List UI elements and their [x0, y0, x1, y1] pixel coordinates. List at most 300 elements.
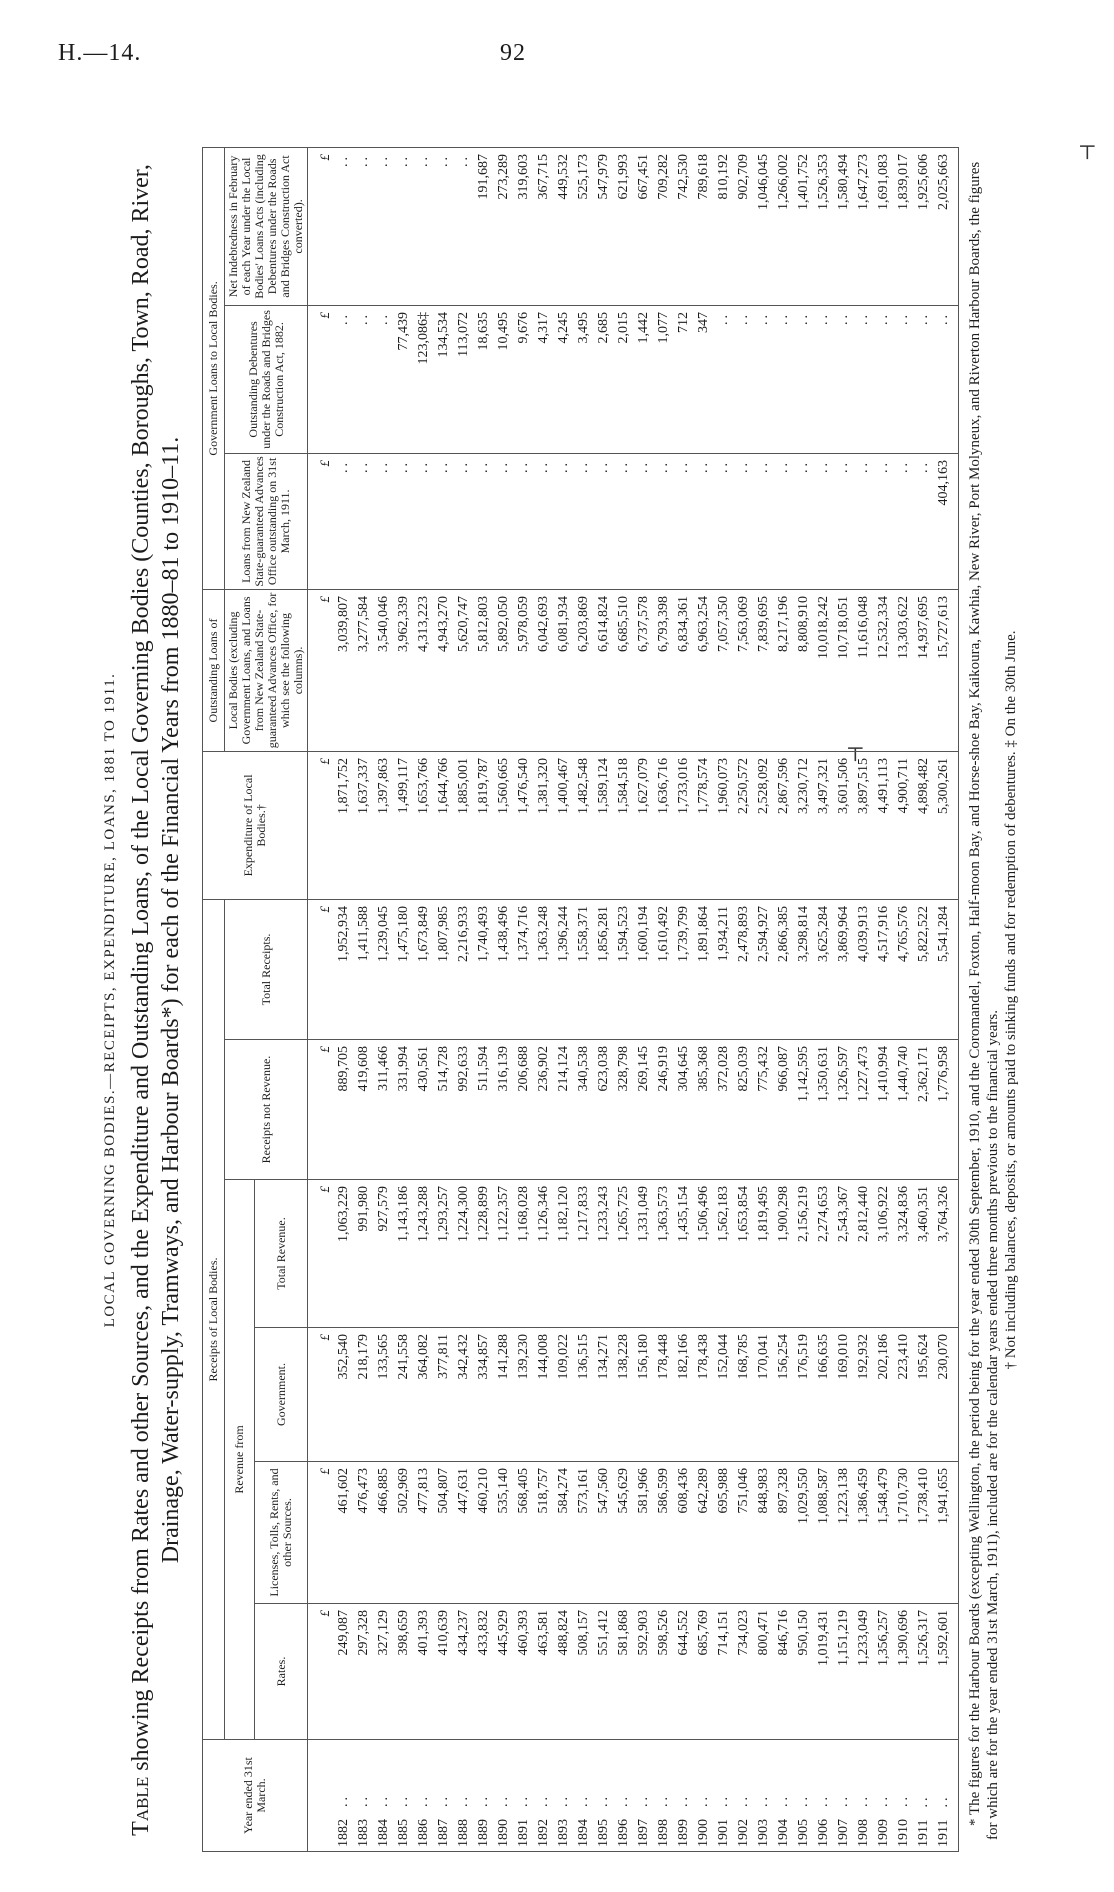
- year-label: 1893: [556, 1819, 571, 1847]
- cell-not-revenue: 385,368: [694, 1040, 714, 1180]
- cell-total-revenue: 3,106,922: [874, 1180, 894, 1328]
- cell-rates: 1,526,317: [914, 1604, 934, 1740]
- cell-year: [554, 1740, 574, 1852]
- year-label: 1882: [336, 1819, 351, 1847]
- cell-not-revenue: 206,688: [514, 1040, 534, 1180]
- leader-dots: ..: [336, 1794, 351, 1807]
- cell-government: 364,082: [414, 1328, 434, 1462]
- cell-expenditure: 3,230,712: [794, 751, 814, 899]
- cell-rates: 1,356,257: [874, 1604, 894, 1740]
- cell-government: 352,540: [334, 1328, 354, 1462]
- cell-outstanding: 5,978,059: [514, 589, 534, 751]
- cell-licenses: 502,969: [394, 1462, 414, 1604]
- cell-government: 139,230: [514, 1328, 534, 1462]
- col-total-receipts: Total Receipts.: [225, 899, 308, 1039]
- cell-total-receipts: 2,478,893: [734, 899, 754, 1039]
- cell-advances: ..: [854, 453, 874, 589]
- cell-expenditure: 4,898,482: [914, 751, 934, 899]
- cell-total-receipts: 1,363,248: [534, 899, 554, 1039]
- cell-year: [674, 1740, 694, 1852]
- leader-dots: ..: [536, 1794, 551, 1807]
- col-licenses: Licenses, Tolls, Rents, and other Sources.: [255, 1462, 308, 1604]
- cell-rates: 592,903: [634, 1604, 654, 1740]
- cell-net-indebtedness: ..: [434, 147, 454, 305]
- table-row: [574, 147, 594, 1851]
- cell-outstanding: 3,039,807: [334, 589, 354, 751]
- cell-outstanding: 14,937,695: [914, 589, 934, 751]
- cell-net-indebtedness: 709,282: [654, 147, 674, 305]
- cell-licenses: 447,631: [454, 1462, 474, 1604]
- cell-debentures: ..: [734, 305, 754, 453]
- cell-rates: 401,393: [414, 1604, 434, 1740]
- cell-total-receipts: 1,891,864: [694, 899, 714, 1039]
- cell-total-receipts: 3,298,814: [794, 899, 814, 1039]
- cell-outstanding: 7,839,695: [754, 589, 774, 751]
- group-revenue-from: Revenue from: [225, 1180, 255, 1740]
- cell-year: [654, 1740, 674, 1852]
- cell-total-receipts: 1,739,799: [674, 899, 694, 1039]
- leader-dots: ..: [476, 1794, 491, 1807]
- cell-advances: ..: [914, 453, 934, 589]
- page-number: 92: [500, 40, 526, 66]
- cell-advances: ..: [414, 453, 434, 589]
- cell-total-receipts: 1,411,588: [354, 899, 374, 1039]
- cell-net-indebtedness: 2,025,663: [934, 147, 959, 305]
- cell-net-indebtedness: 810,192: [714, 147, 734, 305]
- cell-year: [594, 1740, 614, 1852]
- cell-total-revenue: 1,063,229: [334, 1180, 354, 1328]
- leader-dots: ..: [716, 1794, 731, 1807]
- cell-advances: ..: [734, 453, 754, 589]
- table-row: [774, 147, 794, 1851]
- cell-total-receipts: 1,673,849: [414, 899, 434, 1039]
- cell-net-indebtedness: 1,691,083: [874, 147, 894, 305]
- cell-debentures: ..: [854, 305, 874, 453]
- col-advances-office: Loans from New Zealand State-guaranteed Advances Office outstanding on 31st March, 1911.: [225, 453, 308, 589]
- unit-cell: £: [308, 751, 335, 899]
- cell-outstanding: 5,812,803: [474, 589, 494, 751]
- cell-licenses: 461,602: [334, 1462, 354, 1604]
- table-row: [734, 147, 754, 1851]
- cell-outstanding: 5,620,747: [454, 589, 474, 751]
- cell-advances: ..: [494, 453, 514, 589]
- cell-licenses: 1,088,587: [814, 1462, 834, 1604]
- unit-cell: £: [308, 1604, 335, 1740]
- cell-rates: 685,769: [694, 1604, 714, 1740]
- cell-debentures: ..: [754, 305, 774, 453]
- cell-total-receipts: 1,396,244: [554, 899, 574, 1039]
- cell-government: 176,519: [794, 1328, 814, 1462]
- cell-rates: 800,471: [754, 1604, 774, 1740]
- table-body: [308, 147, 959, 1851]
- col-rates: Rates.: [255, 1604, 308, 1740]
- cell-debentures: ..: [934, 305, 959, 453]
- table-row: [494, 147, 514, 1851]
- cell-licenses: 1,738,410: [914, 1462, 934, 1604]
- year-label: 1909: [876, 1819, 891, 1847]
- leader-dots: ..: [456, 1794, 471, 1807]
- cell-expenditure: 4,900,711: [894, 751, 914, 899]
- cell-net-indebtedness: ..: [454, 147, 474, 305]
- table-row: [334, 147, 354, 1851]
- col-expenditure: Expenditure of Local Bodies.†: [203, 751, 308, 899]
- col-net-indebtedness: Net Indebtedness in February of each Year under the Local Bodies' Loans Acts (including Debentures under the Roads and Bridges Construction Act converted).: [225, 147, 308, 305]
- leader-dots: ..: [416, 1794, 431, 1807]
- cell-net-indebtedness: 621,993: [614, 147, 634, 305]
- cell-not-revenue: 1,142,595: [794, 1040, 814, 1180]
- cell-government: 241,558: [394, 1328, 414, 1462]
- leader-dots: ..: [596, 1794, 611, 1807]
- cell-debentures: ..: [914, 305, 934, 453]
- cell-rates: 1,019,431: [814, 1604, 834, 1740]
- leader-dots: ..: [636, 1794, 651, 1807]
- leader-dots: ..: [756, 1794, 771, 1807]
- cell-total-revenue: 1,168,028: [514, 1180, 534, 1328]
- cell-outstanding: 4,943,270: [434, 589, 454, 751]
- cell-not-revenue: 1,350,631: [814, 1040, 834, 1180]
- cell-total-revenue: 1,224,300: [454, 1180, 474, 1328]
- cell-debentures: ..: [834, 305, 854, 453]
- cell-licenses: 586,599: [654, 1462, 674, 1604]
- cell-not-revenue: 511,594: [474, 1040, 494, 1180]
- cell-year: [414, 1740, 434, 1852]
- cell-government: 138,228: [614, 1328, 634, 1462]
- cell-year: [574, 1740, 594, 1852]
- cell-licenses: 545,629: [614, 1462, 634, 1604]
- cell-total-receipts: 1,594,523: [614, 899, 634, 1039]
- table-row: [674, 147, 694, 1851]
- cell-licenses: 608,436: [674, 1462, 694, 1604]
- year-label: 1895: [596, 1819, 611, 1847]
- cell-total-receipts: 1,438,496: [494, 899, 514, 1039]
- cell-debentures: 1,077: [654, 305, 674, 453]
- year-label: 1904: [776, 1819, 791, 1847]
- cell-net-indebtedness: 367,715: [534, 147, 554, 305]
- leader-dots: ..: [676, 1794, 691, 1807]
- cell-expenditure: 1,627,079: [634, 751, 654, 899]
- cell-licenses: 1,029,550: [794, 1462, 814, 1604]
- cell-total-revenue: 1,243,288: [414, 1180, 434, 1328]
- cell-not-revenue: 623,038: [594, 1040, 614, 1180]
- cell-rates: 433,832: [474, 1604, 494, 1740]
- table-row: [414, 147, 434, 1851]
- cell-government: 166,635: [814, 1328, 834, 1462]
- cell-advances: ..: [554, 453, 574, 589]
- cell-debentures: ..: [714, 305, 734, 453]
- loans-table: [202, 147, 959, 1852]
- cell-rates: 644,552: [674, 1604, 694, 1740]
- table-row: [714, 147, 734, 1851]
- cell-advances: ..: [354, 453, 374, 589]
- cell-outstanding: 6,963,254: [694, 589, 714, 751]
- cell-total-revenue: 1,562,183: [714, 1180, 734, 1328]
- cell-total-receipts: 2,216,933: [454, 899, 474, 1039]
- cell-rates: 734,023: [734, 1604, 754, 1740]
- cell-government: 136,515: [574, 1328, 594, 1462]
- cell-government: 109,022: [554, 1328, 574, 1462]
- cell-advances: ..: [794, 453, 814, 589]
- unit-cell: £: [308, 1462, 335, 1604]
- cell-rates: 398,659: [394, 1604, 414, 1740]
- leader-dots: ..: [616, 1794, 631, 1807]
- cell-not-revenue: 246,919: [654, 1040, 674, 1180]
- cell-year: [734, 1740, 754, 1852]
- cell-rates: 598,526: [654, 1604, 674, 1740]
- super-title: LOCAL GOVERNING BODIES.—RECEIPTS, EXPENDITURE, LOANS, 1881 TO 1911.: [102, 672, 118, 1328]
- cell-year: [894, 1740, 914, 1852]
- cell-debentures: ..: [374, 305, 394, 453]
- leader-dots: ..: [376, 1794, 391, 1807]
- cell-not-revenue: 825,039: [734, 1040, 754, 1180]
- leader-dots: ..: [856, 1794, 871, 1807]
- leader-dots: ..: [356, 1794, 371, 1807]
- cell-total-revenue: 1,265,725: [614, 1180, 634, 1328]
- leader-dots: ..: [396, 1794, 411, 1807]
- table-row: [694, 147, 714, 1851]
- cell-outstanding: 8,808,910: [794, 589, 814, 751]
- cell-total-revenue: 1,653,854: [734, 1180, 754, 1328]
- cell-rates: 445,929: [494, 1604, 514, 1740]
- cell-debentures: 10,495: [494, 305, 514, 453]
- leader-dots: ..: [776, 1794, 791, 1807]
- cell-licenses: 547,560: [594, 1462, 614, 1604]
- cell-not-revenue: 1,776,958: [934, 1040, 959, 1180]
- cell-advances: ..: [754, 453, 774, 589]
- cell-government: 230,070: [934, 1328, 959, 1462]
- cell-total-revenue: 927,579: [374, 1180, 394, 1328]
- cell-year: [374, 1740, 394, 1852]
- cell-expenditure: 2,528,092: [754, 751, 774, 899]
- group-government-loans: Government Loans to Local Bodies.: [203, 147, 225, 589]
- cell-total-receipts: 4,517,916: [874, 899, 894, 1039]
- footnote-exclusions: † Not including balances, deposits, or amounts paid to sinking funds and for redemption of debentures. ‡ On the 30th June.: [1003, 630, 1019, 1370]
- cell-expenditure: 1,589,124: [594, 751, 614, 899]
- cell-expenditure: 2,250,572: [734, 751, 754, 899]
- table-row: [794, 147, 814, 1851]
- cell-net-indebtedness: 1,266,002: [774, 147, 794, 305]
- cell-total-revenue: 1,143,186: [394, 1180, 414, 1328]
- cell-advances: ..: [454, 453, 474, 589]
- cell-expenditure: 1,960,073: [714, 751, 734, 899]
- cell-year: [714, 1740, 734, 1852]
- cell-advances: ..: [674, 453, 694, 589]
- cell-advances: ..: [634, 453, 654, 589]
- cell-net-indebtedness: ..: [394, 147, 414, 305]
- cell-outstanding: 6,685,510: [614, 589, 634, 751]
- cell-total-revenue: 1,122,357: [494, 1180, 514, 1328]
- table-row: [934, 147, 959, 1851]
- cell-rates: 1,390,696: [894, 1604, 914, 1740]
- cell-rates: 508,157: [574, 1604, 594, 1740]
- cell-licenses: 573,161: [574, 1462, 594, 1604]
- cell-not-revenue: 316,139: [494, 1040, 514, 1180]
- cell-year: [834, 1740, 854, 1852]
- cell-total-receipts: 2,594,927: [754, 899, 774, 1039]
- cell-advances: ..: [614, 453, 634, 589]
- leader-dots: ..: [436, 1794, 451, 1807]
- cell-debentures: ..: [354, 305, 374, 453]
- leader-dots: ..: [556, 1794, 571, 1807]
- year-label: 1897: [636, 1819, 651, 1847]
- cell-year: [394, 1740, 414, 1852]
- cell-government: 134,271: [594, 1328, 614, 1462]
- cell-not-revenue: 1,410,994: [874, 1040, 894, 1180]
- cell-total-receipts: 1,558,371: [574, 899, 594, 1039]
- cell-rates: 714,151: [714, 1604, 734, 1740]
- cell-net-indebtedness: 525,173: [574, 147, 594, 305]
- cell-not-revenue: 992,633: [454, 1040, 474, 1180]
- year-label: 1898: [656, 1819, 671, 1847]
- cell-outstanding: 10,718,051: [834, 589, 854, 751]
- year-label: 1908: [856, 1819, 871, 1847]
- cell-debentures: 123,086‡: [414, 305, 434, 453]
- cell-debentures: 712: [674, 305, 694, 453]
- table-row: [894, 147, 914, 1851]
- cell-debentures: ..: [894, 305, 914, 453]
- cell-outstanding: 6,203,869: [574, 589, 594, 751]
- cell-debentures: ..: [874, 305, 894, 453]
- page-code: H.—14.: [58, 40, 142, 66]
- table-row: [914, 147, 934, 1851]
- cell-net-indebtedness: 547,979: [594, 147, 614, 305]
- cell-expenditure: 1,653,766: [414, 751, 434, 899]
- cell-advances: ..: [434, 453, 454, 589]
- unit-cell: £: [308, 1180, 335, 1328]
- cell-total-receipts: 1,600,194: [634, 899, 654, 1039]
- cell-licenses: 584,274: [554, 1462, 574, 1604]
- table-title-lead: Table: [128, 1776, 154, 1836]
- cell-expenditure: 2,867,596: [774, 751, 794, 899]
- cell-net-indebtedness: 742,530: [674, 147, 694, 305]
- cell-outstanding: 11,616,048: [854, 589, 874, 751]
- cell-not-revenue: 236,902: [534, 1040, 554, 1180]
- cell-licenses: 460,210: [474, 1462, 494, 1604]
- leader-dots: ..: [696, 1794, 711, 1807]
- cell-total-receipts: 1,475,180: [394, 899, 414, 1039]
- cell-government: 170,041: [754, 1328, 774, 1462]
- cell-advances: ..: [774, 453, 794, 589]
- cell-rates: 463,581: [534, 1604, 554, 1740]
- cell-outstanding: 8,217,196: [774, 589, 794, 751]
- cell-year: [474, 1740, 494, 1852]
- table-title-text: showing Receipts from Rates and other Sources, and the Expenditure and Outstanding Loans, of the Local Governing Bodies (Counties, Boroughs, Town, Road, River, Drainage, Water-supply, Tramways, and Harbour Boards*) for each of the Financial Years from 1880–81 to 1910–11.: [128, 164, 184, 1771]
- cell-advances: ..: [834, 453, 854, 589]
- cell-year: [694, 1740, 714, 1852]
- cell-total-receipts: 1,807,985: [434, 899, 454, 1039]
- table-row: [834, 147, 854, 1851]
- cell-year: [434, 1740, 454, 1852]
- cell-expenditure: 1,482,548: [574, 751, 594, 899]
- year-label: 1899: [676, 1819, 691, 1847]
- year-label: 1888: [456, 1819, 471, 1847]
- cell-total-revenue: 2,156,219: [794, 1180, 814, 1328]
- year-label: 1906: [816, 1819, 831, 1847]
- table-row: [514, 147, 534, 1851]
- cell-total-receipts: 3,869,964: [834, 899, 854, 1039]
- scan-mark: ⊤: [1078, 142, 1097, 164]
- cell-advances: ..: [374, 453, 394, 589]
- table-row: [534, 147, 554, 1851]
- cell-expenditure: 3,897,515: [854, 751, 874, 899]
- year-label: 1885: [396, 1819, 411, 1847]
- table-row: [814, 147, 834, 1851]
- table-row: [474, 147, 494, 1851]
- col-debentures: Outstanding Debentures under the Roads and Bridges Construction Act, 1882.: [225, 305, 308, 453]
- cell-expenditure: 1,560,665: [494, 751, 514, 899]
- cell-licenses: 1,941,655: [934, 1462, 959, 1604]
- cell-year: [814, 1740, 834, 1852]
- cell-total-receipts: 3,625,284: [814, 899, 834, 1039]
- cell-total-revenue: 1,293,257: [434, 1180, 454, 1328]
- table-row: [854, 147, 874, 1851]
- cell-net-indebtedness: 1,401,752: [794, 147, 814, 305]
- cell-year: [614, 1740, 634, 1852]
- group-receipts: Receipts of Local Bodies.: [203, 899, 225, 1739]
- cell-advances: ..: [814, 453, 834, 589]
- footnote-harbour-boards: * The figures for the Harbour Boards (excepting Wellington, the period being for the year ended 30th September, 1910, and the Coromandel, Foxton, Half-moon Bay, and Horse-shoe Bay, Kaikoura, Kawhia, New River, Port Molyneux, and Riverton Harbour Boards, the figures for which are for the year ended 31st March, 1911), included are for the calendar years ended three months previous to the financial years.: [967, 161, 1001, 1840]
- unit-row: [308, 147, 335, 1851]
- cell-government: 223,410: [894, 1328, 914, 1462]
- cell-net-indebtedness: ..: [334, 147, 354, 305]
- cell-expenditure: 1,476,540: [514, 751, 534, 899]
- cell-government: 195,624: [914, 1328, 934, 1462]
- cell-total-receipts: 2,866,385: [774, 899, 794, 1039]
- cell-advances: ..: [394, 453, 414, 589]
- cell-outstanding: 12,532,334: [874, 589, 894, 751]
- cell-not-revenue: 1,440,740: [894, 1040, 914, 1180]
- cell-not-revenue: 2,362,171: [914, 1040, 934, 1180]
- cell-outstanding: 6,614,824: [594, 589, 614, 751]
- cell-outstanding: 3,962,339: [394, 589, 414, 751]
- rotated-table-sheet: [90, 140, 1050, 1860]
- cell-net-indebtedness: 1,046,045: [754, 147, 774, 305]
- cell-government: 144,008: [534, 1328, 554, 1462]
- cell-government: 342,432: [454, 1328, 474, 1462]
- cell-advances: ..: [514, 453, 534, 589]
- cell-government: 377,811: [434, 1328, 454, 1462]
- cell-net-indebtedness: ..: [354, 147, 374, 305]
- cell-licenses: 848,983: [754, 1462, 774, 1604]
- cell-total-receipts: 1,610,492: [654, 899, 674, 1039]
- cell-debentures: 134,534: [434, 305, 454, 453]
- cell-year: [494, 1740, 514, 1852]
- cell-total-revenue: 991,980: [354, 1180, 374, 1328]
- table-title: [126, 150, 186, 1850]
- scan-mark: ⊤: [846, 744, 865, 766]
- cell-outstanding: 6,793,398: [654, 589, 674, 751]
- leader-dots: ..: [516, 1794, 531, 1807]
- cell-total-revenue: 3,324,836: [894, 1180, 914, 1328]
- leader-dots: ..: [896, 1794, 911, 1807]
- year-label: 1911: [936, 1819, 951, 1847]
- year-label: 1910: [896, 1819, 911, 1847]
- cell-rates: 1,151,219: [834, 1604, 854, 1740]
- cell-licenses: 751,046: [734, 1462, 754, 1604]
- cell-debentures: 2,015: [614, 305, 634, 453]
- cell-government: 178,438: [694, 1328, 714, 1462]
- cell-not-revenue: 328,798: [614, 1040, 634, 1180]
- cell-net-indebtedness: ..: [374, 147, 394, 305]
- leader-dots: ..: [796, 1794, 811, 1807]
- footnotes: [966, 160, 1020, 1840]
- cell-advances: ..: [474, 453, 494, 589]
- year-label: 1894: [576, 1819, 591, 1847]
- cell-net-indebtedness: 1,526,353: [814, 147, 834, 305]
- cell-outstanding: 6,737,578: [634, 589, 654, 751]
- cell-year: [534, 1740, 554, 1852]
- cell-total-receipts: 1,856,281: [594, 899, 614, 1039]
- cell-debentures: 18,635: [474, 305, 494, 453]
